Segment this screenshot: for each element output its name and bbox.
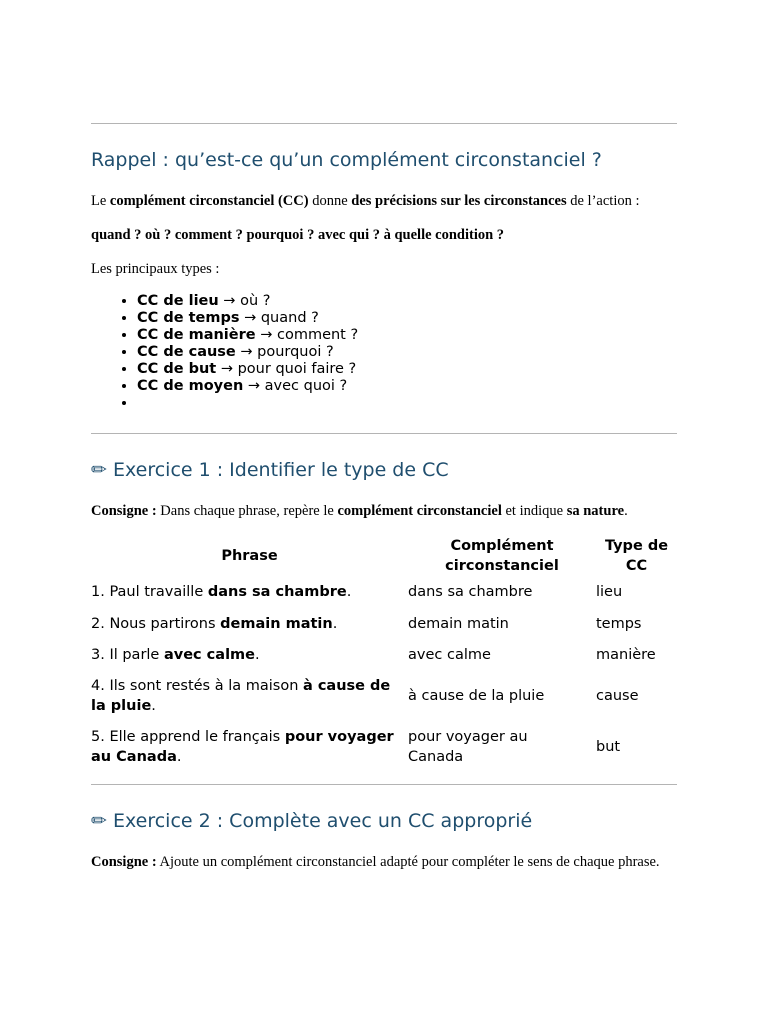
type-cell: manière — [596, 647, 656, 663]
table-row — [91, 576, 677, 608]
phrase-cell: 3. Il parle avec calme. — [91, 647, 260, 663]
table-row — [91, 639, 677, 671]
type-cell: temps — [596, 615, 642, 632]
types-list — [91, 293, 677, 412]
rappel-questions — [91, 227, 677, 244]
phrase-cell: 4. Ils sont restés à la maison à cause de la pluie. — [91, 678, 391, 714]
type-cell: lieu — [596, 584, 623, 600]
ex1-table — [91, 535, 677, 773]
rappel-heading — [91, 148, 602, 172]
pencil-icon: ✏ — [91, 810, 107, 832]
type-item: • CC de cause → pourquoi ? — [137, 344, 677, 361]
divider-1 — [91, 433, 677, 434]
table-row — [91, 608, 677, 639]
header-phrase: Phrase — [221, 547, 278, 564]
ex1-consigne: Consigne : Dans chaque phrase, repère le complément circonstanciel et indique sa nature. — [91, 503, 628, 519]
header-type: Type de CC — [604, 537, 669, 574]
def-precisions: des précisions sur les circonstances — [351, 193, 567, 209]
ex1-title: Exercice 1 : Identifier le type de CC — [112, 459, 449, 481]
table-header-row — [91, 535, 677, 576]
def-term: complément circonstanciel (CC) — [109, 193, 309, 209]
ex2-heading — [91, 809, 532, 833]
table-row — [91, 721, 677, 773]
pencil-icon: ✏ — [91, 459, 107, 481]
rappel-definition: Le complément circonstanciel (CC) donne des précisions sur les circonstances de l’action : — [91, 193, 640, 209]
divider-top — [91, 123, 677, 124]
type-item — [137, 395, 677, 412]
cc-cell: à cause de la pluie — [408, 688, 545, 704]
header-cc: Complément circonstanciel — [445, 537, 559, 574]
table-row — [91, 671, 677, 721]
phrase-cell: 2. Nous partirons demain matin. — [91, 615, 338, 632]
type-cell: cause — [596, 688, 639, 704]
phrase-cell: 1. Paul travaille dans sa chambre. — [91, 584, 352, 600]
questions-text: quand ? où ? comment ? pourquoi ? avec qui ? à quelle condition ? — [91, 227, 505, 243]
rappel-title: Rappel : qu’est-ce qu’un complément circonstanciel ? — [91, 149, 602, 171]
divider-2 — [91, 784, 677, 785]
cc-cell: dans sa chambre — [408, 584, 533, 600]
cc-cell: avec calme — [408, 647, 491, 663]
type-item: • CC de moyen → avec quoi ? — [137, 378, 677, 395]
cc-cell: demain matin — [408, 615, 509, 632]
cc-cell: pour voyager au Canada — [408, 729, 528, 765]
type-item: • CC de lieu → où ? — [137, 293, 677, 310]
type-item: • CC de manière → comment ? — [137, 327, 677, 344]
types-intro: Les principaux types : — [91, 261, 220, 277]
ex1-heading — [91, 458, 449, 482]
ex2-title: Exercice 2 : Complète avec un CC approprié — [112, 810, 533, 832]
type-cell: but — [596, 739, 621, 755]
type-item: • CC de temps → quand ? — [137, 310, 677, 327]
phrase-cell: 5. Elle apprend le français pour voyager au Canada. — [91, 729, 394, 765]
consigne-label: Consigne : — [91, 854, 157, 870]
ex2-consigne: Consigne : Ajoute un complément circonstanciel adapté pour compléter le sens de chaque phrase. — [91, 854, 660, 870]
consigne-label: Consigne : — [91, 503, 157, 519]
type-item: • CC de but → pour quoi faire ? — [137, 361, 677, 378]
